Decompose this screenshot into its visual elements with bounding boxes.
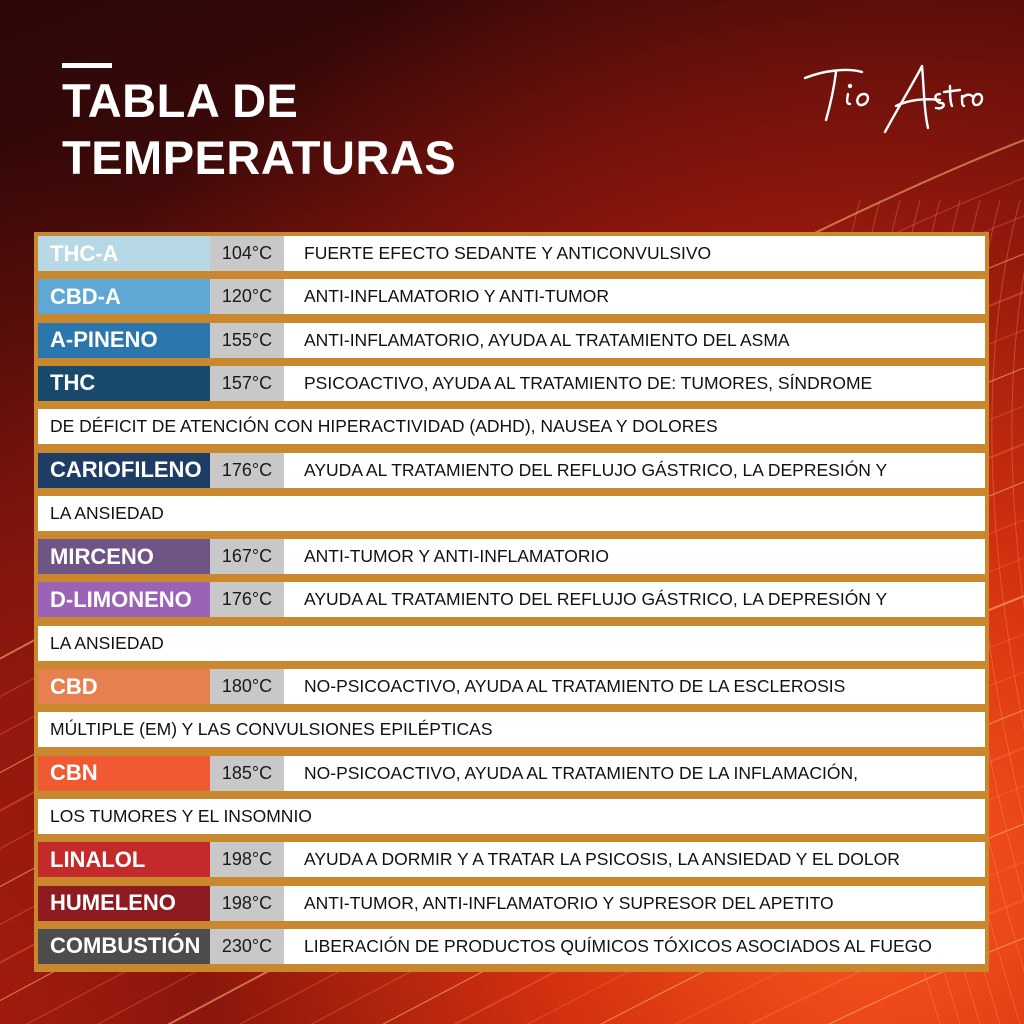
light-streak (992, 200, 1024, 1024)
compound-name: THC-A (38, 236, 210, 271)
compound-name: CBD-A (38, 279, 210, 314)
effect-description: MÚLTIPLE (EM) Y LAS CONVULSIONES EPILÉPTICAS (50, 719, 493, 740)
temperature-value: 198°C (210, 886, 284, 921)
table-row (38, 539, 985, 574)
effect-description: LA ANSIEDAD (50, 502, 164, 523)
page-title (62, 72, 456, 186)
table-row (38, 929, 985, 964)
effect-description: LA ANSIEDAD (50, 632, 164, 653)
temperature-value: 230°C (210, 929, 284, 964)
temperature-value: 155°C (210, 323, 284, 358)
compound-name: LINALOL (38, 842, 210, 877)
table-row-continuation (38, 496, 985, 531)
compound-name: COMBUSTIÓN (38, 929, 210, 964)
compound-name: D-LIMONENO (38, 582, 210, 617)
temperature-value: 180°C (210, 669, 284, 704)
effect-description: LIBERACIÓN DE PRODUCTOS QUÍMICOS TÓXICOS ASOCIADOS AL FUEGO (304, 935, 932, 956)
table-row-continuation (38, 799, 985, 834)
table-row (38, 323, 985, 358)
effect-description: DE DÉFICIT DE ATENCIÓN CON HIPERACTIVIDAD (ADHD), NAUSEA Y DOLORES (50, 416, 718, 437)
temperature-value: 104°C (210, 236, 284, 271)
temperature-value: 185°C (210, 756, 284, 791)
temperature-value: 176°C (210, 453, 284, 488)
compound-name: MIRCENO (38, 539, 210, 574)
table-row (38, 236, 985, 271)
table-row (38, 279, 985, 314)
table-row-continuation (38, 626, 985, 661)
table-row (38, 453, 985, 488)
title-accent-bar (62, 63, 112, 68)
temperature-value: 198°C (210, 842, 284, 877)
effect-description: ANTI-TUMOR, ANTI-INFLAMATORIO Y SUPRESOR DEL APETITO (304, 892, 834, 913)
effect-description: NO-PSICOACTIVO, AYUDA AL TRATAMIENTO DE LA ESCLEROSIS (304, 676, 846, 696)
temperature-value: 120°C (210, 279, 284, 314)
table-row (38, 756, 985, 791)
effect-description: AYUDA AL TRATAMIENTO DEL REFLUJO GÁSTRICO, LA DEPRESIÓN Y (304, 459, 888, 480)
table-row (38, 582, 985, 617)
table-row (38, 669, 985, 704)
title-line-1: TABLA DE (62, 74, 299, 127)
tio-astro-logo (800, 48, 985, 143)
table-row-continuation (38, 712, 985, 747)
compound-name: CBN (38, 756, 210, 791)
effect-description: ANTI-INFLAMATORIO Y ANTI-TUMOR (304, 286, 609, 307)
effect-description: AYUDA AL TRATAMIENTO DEL REFLUJO GÁSTRICO, LA DEPRESIÓN Y (304, 589, 888, 610)
compound-name: CARIOFILENO (38, 453, 210, 488)
table-row (38, 366, 985, 401)
effect-description: LOS TUMORES Y EL INSOMNIO (50, 805, 312, 826)
compound-name: HUMELENO (38, 886, 210, 921)
effect-description: AYUDA A DORMIR Y A TRATAR LA PSICOSIS, LA ANSIEDAD Y EL DOLOR (304, 849, 900, 870)
effect-description: PSICOACTIVO, AYUDA AL TRATAMIENTO DE: TUMORES, SÍNDROME (304, 372, 873, 393)
effect-description: FUERTE EFECTO SEDANTE Y ANTICONVULSIVO (304, 243, 712, 263)
compound-name: THC (38, 366, 210, 401)
title-line-2: TEMPERATURAS (62, 131, 457, 184)
effect-description: ANTI-INFLAMATORIO, AYUDA AL TRATAMIENTO DEL ASMA (304, 329, 790, 350)
temperature-value: 176°C (210, 582, 284, 617)
effect-description: ANTI-TUMOR Y ANTI-INFLAMATORIO (304, 546, 609, 567)
table-row (38, 842, 985, 877)
table-row-continuation (38, 409, 985, 444)
temperature-value: 157°C (210, 366, 284, 401)
temperature-value: 167°C (210, 539, 284, 574)
temperature-table (34, 232, 989, 972)
table-row (38, 886, 985, 921)
effect-description: NO-PSICOACTIVO, AYUDA AL TRATAMIENTO DE LA INFLAMACIÓN, (304, 762, 858, 783)
compound-name: CBD (38, 669, 210, 704)
compound-name: A-PINENO (38, 323, 210, 358)
